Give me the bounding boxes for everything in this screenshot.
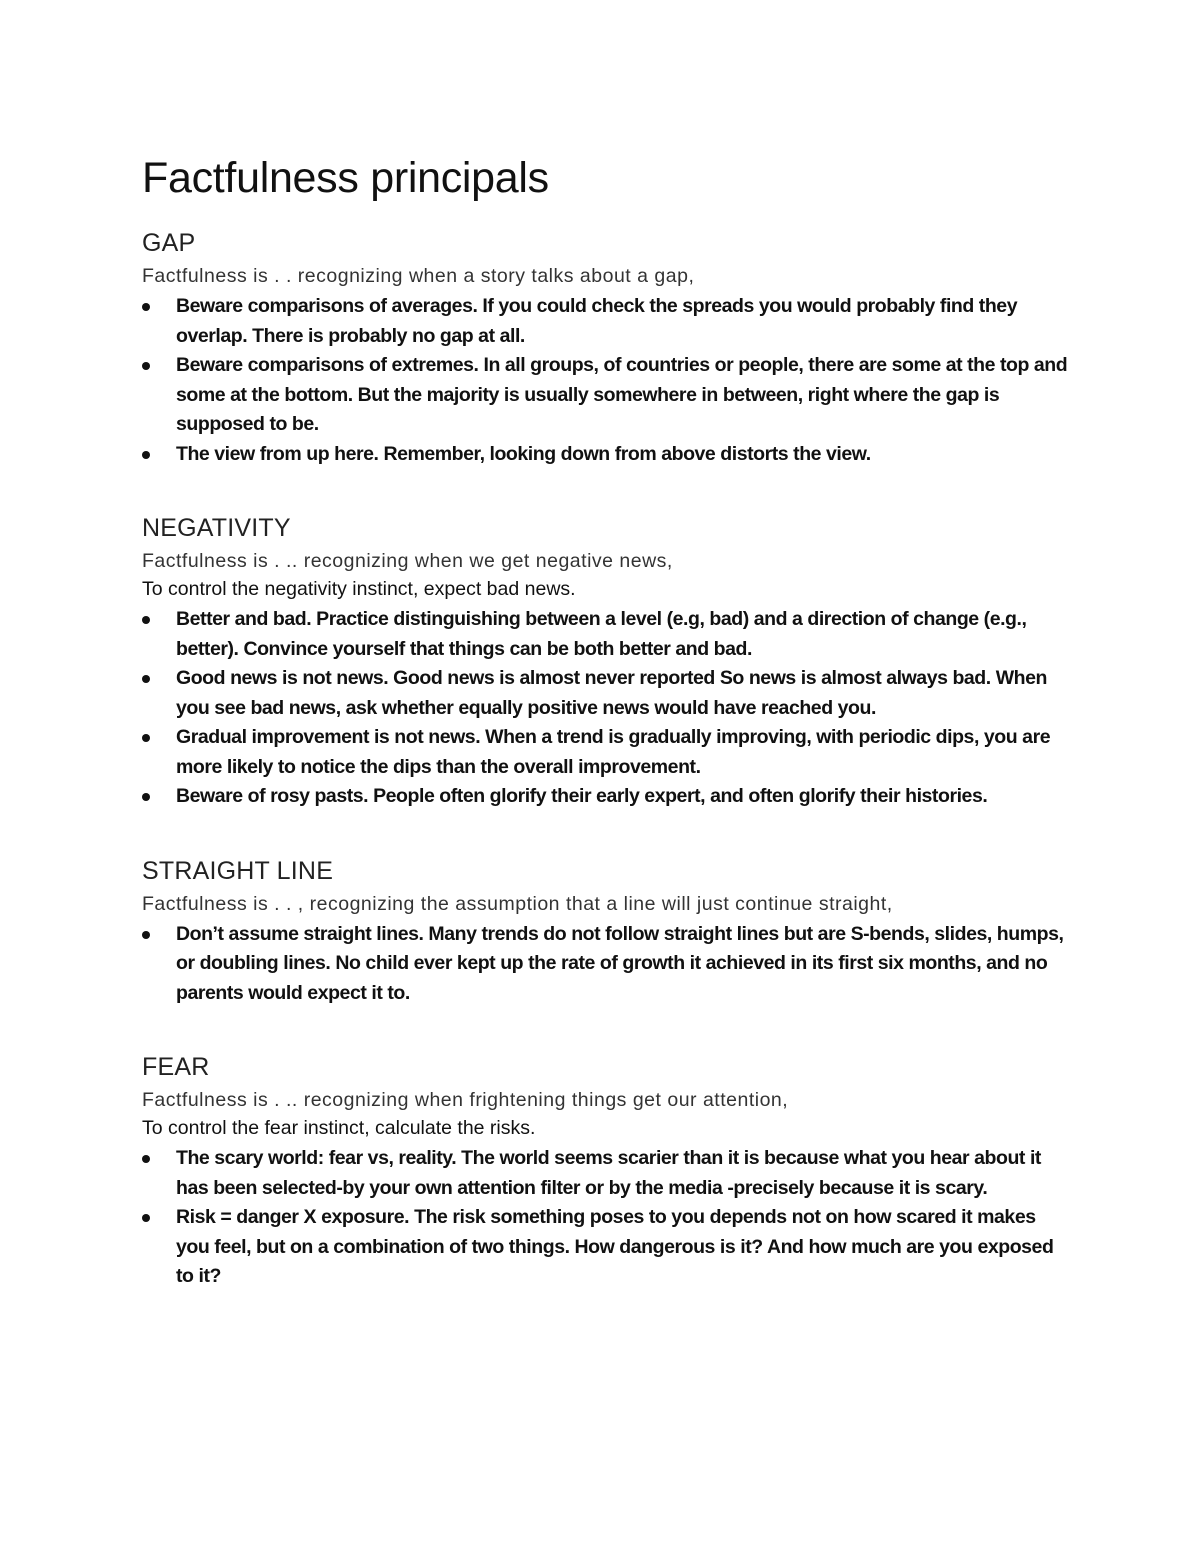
bullet-icon: [142, 303, 150, 311]
bullet-list-fear: [142, 1144, 1072, 1292]
list-item-text: The scary world: fear vs, reality. The world seems scarier than it is because what you hear about it has been selected-by your own attention filter or by the media -precisely because it is scary.: [176, 1147, 1041, 1199]
list-item: [142, 1144, 1072, 1203]
section-intro-straight-line: Factfulness is . . , recognizing the assumption that a line will just continue straight,: [142, 892, 893, 915]
bullet-list-gap: [142, 292, 1072, 469]
section-gap: [142, 226, 1072, 469]
section-heading-fear: FEAR: [142, 1053, 210, 1081]
list-item-text: Good news is not news. Good news is almost never reported So news is almost always bad. When you see bad news, ask whether equally positive news would have reached you.: [176, 667, 1047, 719]
section-heading-negativity: NEGATIVITY: [142, 514, 291, 542]
section-heading-gap: GAP: [142, 229, 196, 257]
list-item-text: Beware of rosy pasts. People often glorify their early expert, and often glorify their histories.: [176, 785, 988, 807]
list-item-text: Better and bad. Practice distinguishing between a level (e.g, bad) and a direction of change (e.g., better). Convince yourself that things can be both better and bad.: [176, 608, 1027, 660]
list-item: [142, 782, 1072, 812]
section-control-negativity: To control the negativity instinct, expect bad news.: [142, 578, 576, 600]
bullet-icon: [142, 734, 150, 742]
section-intro-gap: Factfulness is . . recognizing when a story talks about a gap,: [142, 265, 695, 287]
list-item: [142, 292, 1072, 351]
list-item: [142, 664, 1072, 723]
bullet-list-straight-line: [142, 920, 1072, 1009]
bullet-list-negativity: [142, 605, 1072, 812]
list-item: [142, 723, 1072, 782]
list-item-text: Gradual improvement is not news. When a trend is gradually improving, with periodic dips, you are more likely to notice the dips than the overall improvement.: [176, 726, 1051, 778]
list-item-text: Risk = danger X exposure. The risk something poses to you depends not on how scared it makes you feel, but on a combination of two things. How dangerous is it? And how much are you exposed to it?: [176, 1206, 1054, 1287]
section-negativity: [142, 511, 1072, 812]
bullet-icon: [142, 1214, 150, 1222]
page-title: Factfulness principals: [142, 154, 549, 202]
section-heading-straight-line: STRAIGHT LINE: [142, 856, 334, 885]
section-control-fear: To control the fear instinct, calculate the risks.: [142, 1117, 536, 1139]
section-intro-fear: Factfulness is . .. recognizing when frightening things get our attention,: [142, 1089, 789, 1111]
list-item: [142, 351, 1072, 440]
bullet-icon: [142, 451, 150, 459]
list-item-text: Don’t assume straight lines. Many trends do not follow straight lines but are S-bends, slides, humps, or doubling lines. No child ever kept up the rate of growth it achieved in its first six months, and no parents would expect it to.: [176, 922, 1064, 1004]
bullet-icon: [142, 675, 150, 683]
bullet-icon: [142, 793, 150, 801]
list-item: [142, 920, 1072, 1009]
list-item-text: The view from up here. Remember, looking down from above distorts the view.: [176, 442, 871, 465]
list-item-text: Beware comparisons of extremes. In all groups, of countries or people, there are some at the top and some at the bottom. But the majority is usually somewhere in between, right where the gap is supposed to be.: [176, 354, 1068, 435]
section-straight-line: [142, 854, 1072, 1009]
section-intro-negativity: Factfulness is . .. recognizing when we get negative news,: [142, 550, 673, 572]
list-item: [142, 1203, 1072, 1292]
list-item: [142, 605, 1072, 664]
bullet-icon: [142, 616, 150, 624]
bullet-icon: [142, 931, 150, 939]
list-item: [142, 440, 1072, 470]
bullet-icon: [142, 1155, 150, 1163]
section-fear: [142, 1050, 1072, 1292]
list-item-text: Beware comparisons of averages. If you could check the spreads you would probably find they overlap. There is probably no gap at all.: [176, 295, 1018, 347]
bullet-icon: [142, 362, 150, 370]
document-content: [142, 150, 1072, 1292]
